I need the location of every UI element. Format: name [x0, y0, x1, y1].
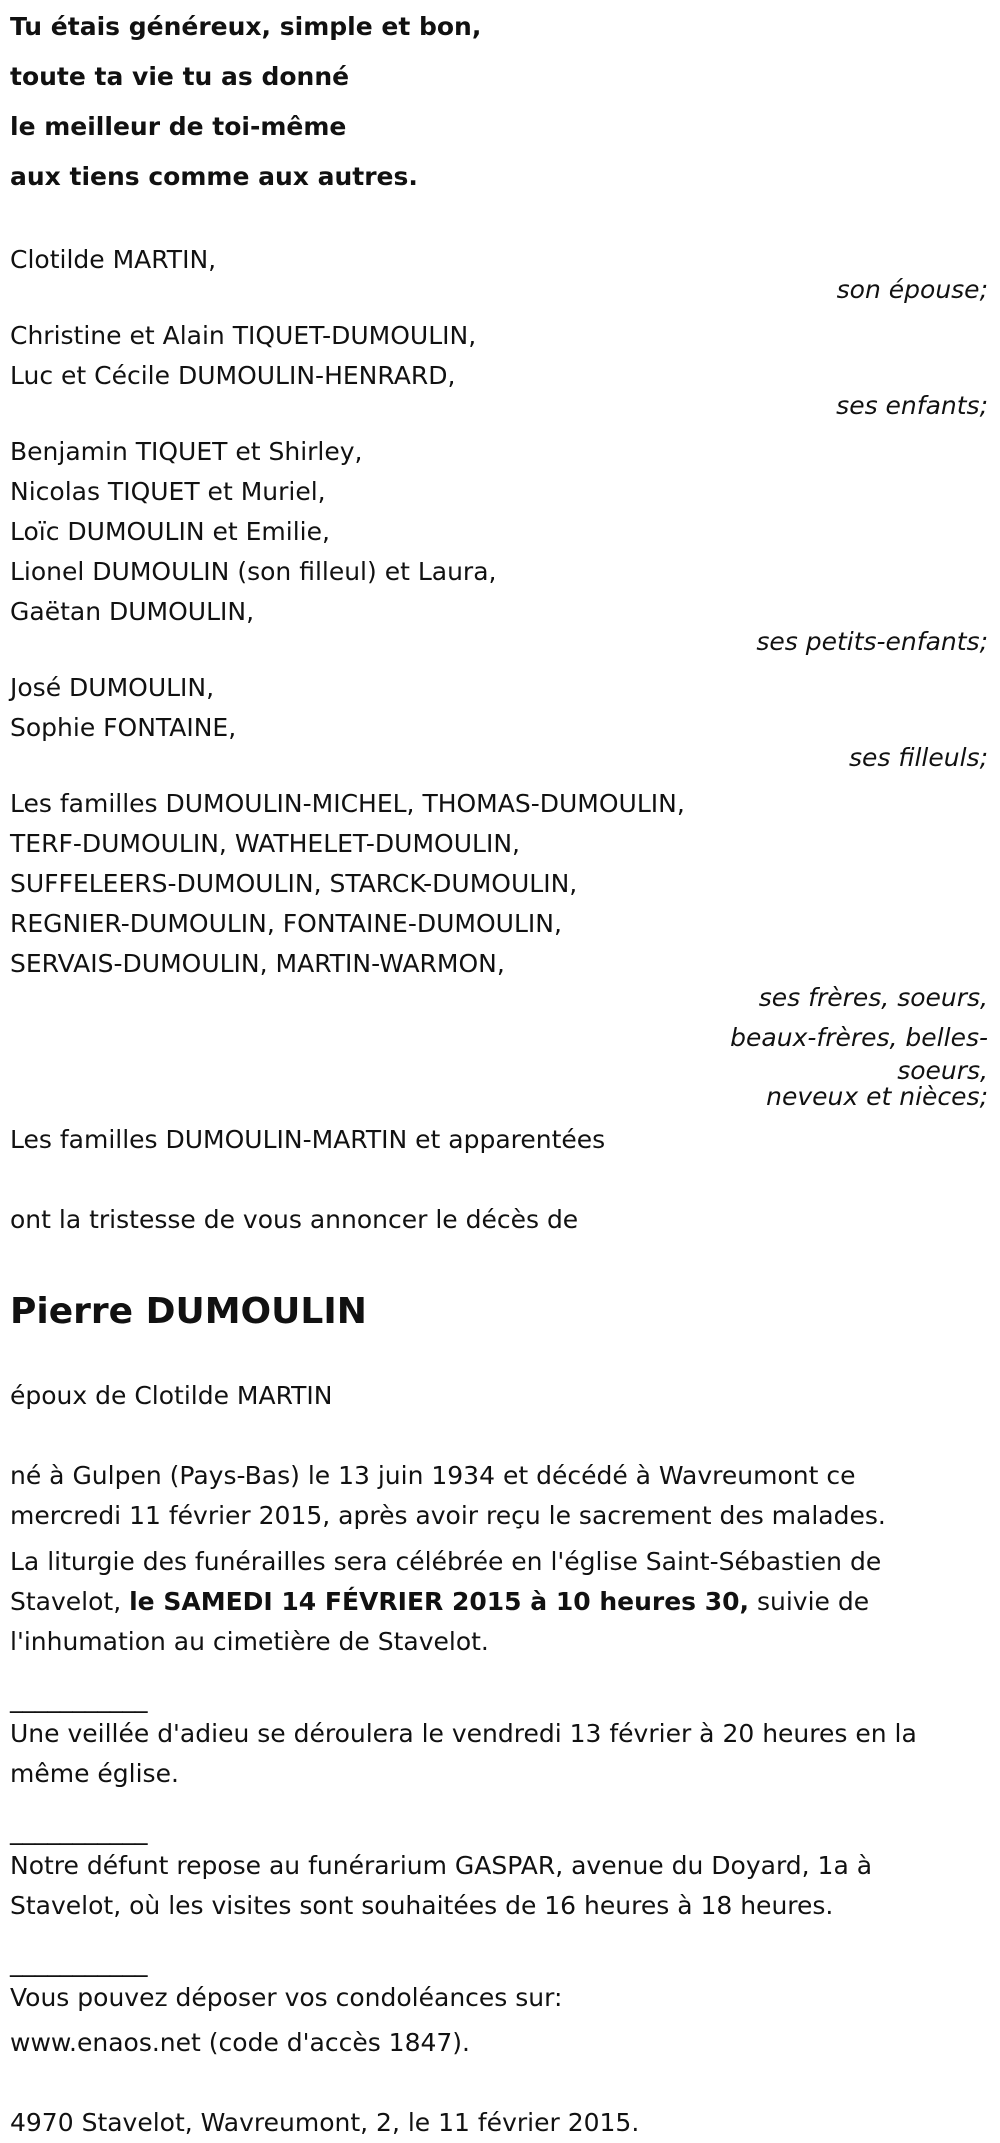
family-name-line: REGNIER-DUMOULIN, FONTAINE-DUMOULIN, [10, 909, 562, 938]
relationship-label: ses petits-enfants; [756, 627, 988, 656]
relationship-label-line: ses frères, soeurs, [758, 983, 988, 1012]
liturgy-text: Stavelot, [10, 1587, 130, 1616]
poem-line: Tu étais généreux, simple et bon, [10, 12, 482, 41]
spouse-line: époux de Clotilde MARTIN [10, 1381, 333, 1410]
relationship-label: son épouse; [836, 275, 988, 304]
separator: ___________ [10, 1816, 148, 1845]
relationship-label-line: neveux et nièces; [766, 1082, 988, 1111]
condolences-paragraph [10, 1978, 990, 2063]
family-name-line: Les familles DUMOULIN-MICHEL, THOMAS-DUMOULIN, [10, 789, 685, 818]
poem [10, 2, 990, 202]
liturgy-text: suivie de [749, 1587, 870, 1616]
poem-line: le meilleur de toi-même [10, 112, 347, 141]
relationship-label [10, 978, 988, 1110]
family-name-line: Christine et Alain TIQUET-DUMOULIN, [10, 321, 477, 350]
relationship-label-line: soeurs, [897, 1056, 988, 1085]
deceased-name: Pierre DUMOULIN [10, 1291, 367, 1332]
family-name-line: Benjamin TIQUET et Shirley, [10, 437, 363, 466]
paragraph-line [10, 1582, 990, 1622]
family-group-siblings [10, 784, 990, 1110]
family-name-line: Luc et Cécile DUMOULIN-HENRARD, [10, 361, 456, 390]
relationship-label: ses enfants; [836, 391, 988, 420]
family-name-line: Lionel DUMOULIN (son filleul) et Laura, [10, 557, 497, 586]
family-group-godchildren [10, 668, 990, 774]
family-name-line: Clotilde MARTIN, [10, 245, 217, 274]
paragraph-line: Vous pouvez déposer vos condoléances sur: [10, 1983, 563, 2012]
separator: ___________ [10, 1684, 148, 1713]
family-name-line: Gaëtan DUMOULIN, [10, 597, 255, 626]
poem-line: aux tiens comme aux autres. [10, 162, 418, 191]
family-name-line: SERVAIS-DUMOULIN, MARTIN-WARMON, [10, 949, 505, 978]
family-name-line: Nicolas TIQUET et Muriel, [10, 477, 326, 506]
paragraph-line: même église. [10, 1759, 179, 1788]
relationship-label: ses filleuls; [848, 743, 988, 772]
extended-families-line: Les familles DUMOULIN-MARTIN et apparentées [10, 1125, 606, 1154]
paragraph-line: l'inhumation au cimetière de Stavelot. [10, 1627, 489, 1656]
poem-line: toute ta vie tu as donné [10, 62, 350, 91]
paragraph-line: mercredi 11 février 2015, après avoir reçu le sacrement des malades. [10, 1501, 886, 1530]
family-group-grandchildren [10, 432, 990, 658]
condolences-link-text: www.enaos.net (code d'accès 1847). [10, 2028, 470, 2057]
family-group-children [10, 316, 990, 422]
vigil-paragraph [10, 1714, 990, 1794]
paragraph-line: Stavelot, où les visites sont souhaitées de 16 heures à 18 heures. [10, 1891, 834, 1920]
family-name-line: SUFFELEERS-DUMOULIN, STARCK-DUMOULIN, [10, 869, 578, 898]
address-date-line: 4970 Stavelot, Wavreumont, 2, le 11 février 2015. [10, 2108, 640, 2137]
family-name-line: Sophie FONTAINE, [10, 713, 237, 742]
family-name-line: Loïc DUMOULIN et Emilie, [10, 517, 330, 546]
family-name-line: José DUMOULIN, [10, 673, 215, 702]
family-group-spouse [10, 240, 990, 306]
paragraph-line: Notre défunt repose au funérarium GASPAR, avenue du Doyard, 1a à [10, 1851, 873, 1880]
paragraph-line: La liturgie des funérailles sera célébrée en l'église Saint-Sébastien de [10, 1547, 882, 1576]
liturgy-paragraph [10, 1542, 990, 1662]
funeral-date-time: le SAMEDI 14 FÉVRIER 2015 à 10 heures 30, [129, 1587, 750, 1616]
announcement-line: ont la tristesse de vous annoncer le décès de [10, 1205, 579, 1234]
funerarium-paragraph [10, 1846, 990, 1926]
relationship-label-line: beaux-frères, belles- [730, 1023, 988, 1052]
obituary-notice [0, 2, 990, 2143]
paragraph-line: né à Gulpen (Pays-Bas) le 13 juin 1934 et décédé à Wavreumont ce [10, 1461, 856, 1490]
paragraph-line: Une veillée d'adieu se déroulera le vendredi 13 février à 20 heures en la [10, 1719, 917, 1748]
separator: ___________ [10, 1948, 148, 1977]
family-name-line: TERF-DUMOULIN, WATHELET-DUMOULIN, [10, 829, 520, 858]
birth-death-paragraph [10, 1456, 990, 1536]
